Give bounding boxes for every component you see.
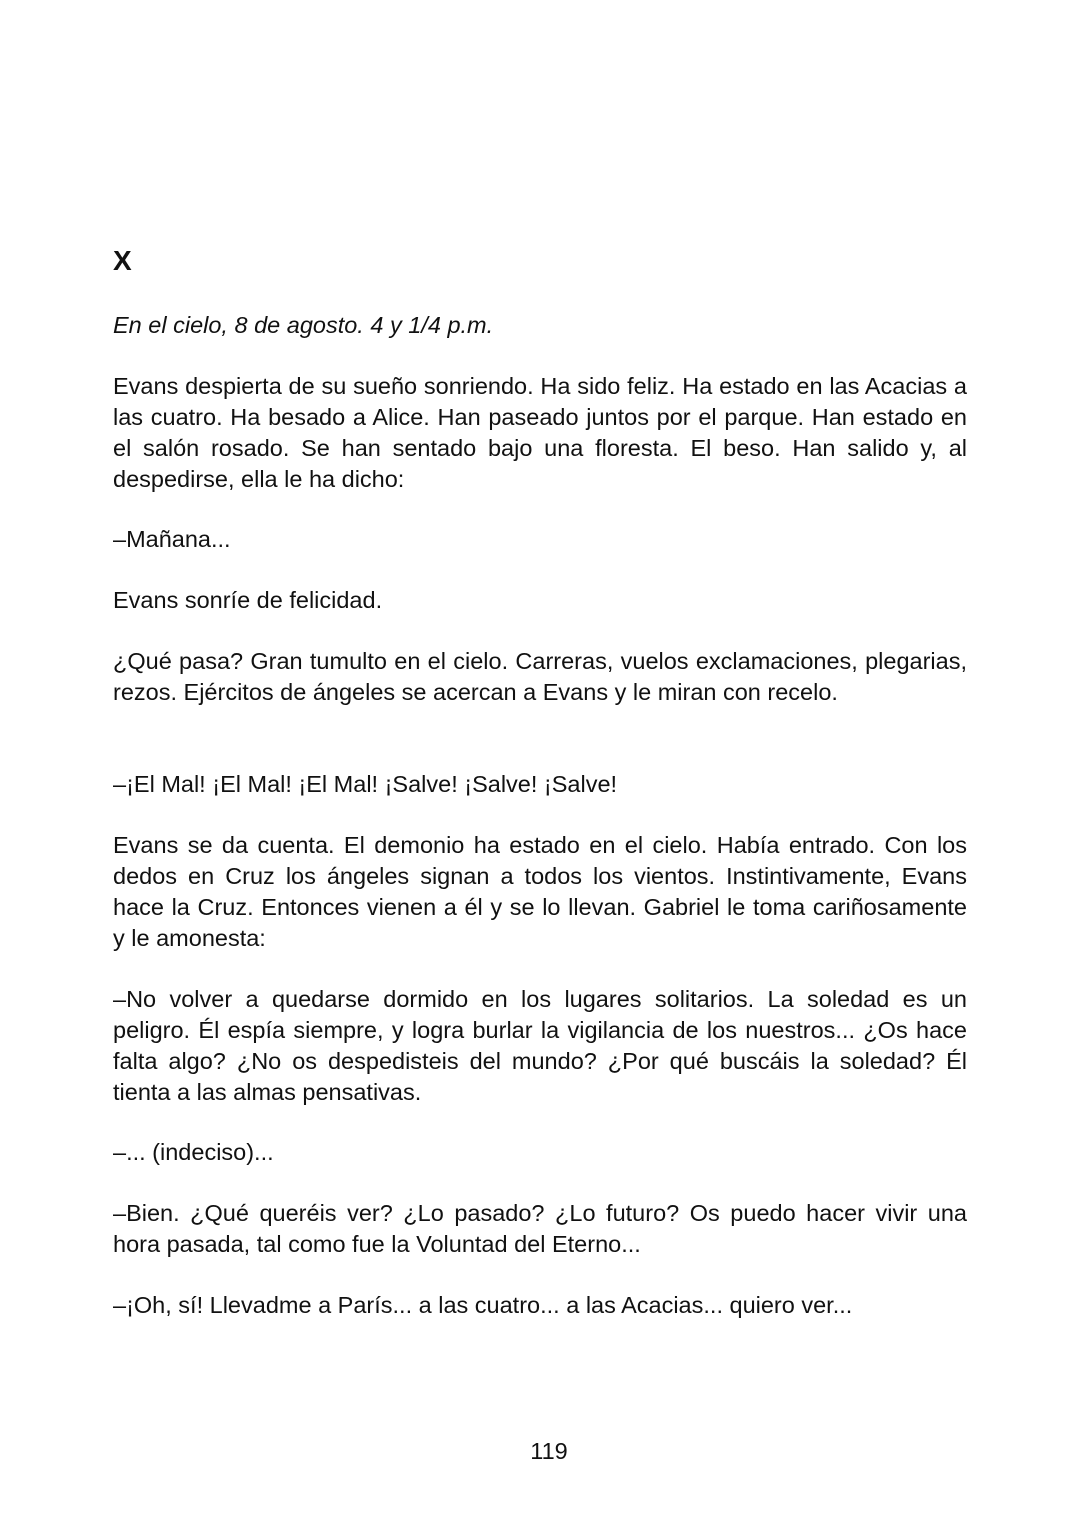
dialogue-line: –¡El Mal! ¡El Mal! ¡El Mal! ¡Salve! ¡Salve! ¡Salve! xyxy=(113,771,618,797)
paragraph: Evans se da cuenta. El demonio ha estado en el cielo. Había entrado. Con los dedos en Cruz los ángeles signan a todos los vientos. Instintivamente, Evans hace la Cruz. Entonces vienen a él y se lo llevan. Gabriel le toma cariñosamente y le amonesta: xyxy=(113,832,967,951)
scene-subtitle: En el cielo, 8 de agosto. 4 y 1/4 p.m. xyxy=(113,312,494,338)
dialogue-line: –... (indeciso)... xyxy=(113,1139,274,1165)
paragraph: Evans sonríe de felicidad. xyxy=(113,587,383,613)
paragraph: ¿Qué pasa? Gran tumulto en el cielo. Carreras, vuelos exclamaciones, plegarias, rezos. Ejércitos de ángeles se acercan a Evans y le miran con recelo. xyxy=(113,648,967,705)
paragraph: Evans despierta de su sueño sonriendo. Ha sido feliz. Ha estado en las Acacias a las cuatro. Ha besado a Alice. Han paseado juntos por el parque. Han estado en el salón rosado. Se han sentado bajo una floresta. El beso. Han salido y, al despedirse, ella le ha dicho: xyxy=(113,373,967,492)
dialogue-line: –Bien. ¿Qué queréis ver? ¿Lo pasado? ¿Lo futuro? Os puedo hacer vivir una hora pasada, tal como fue la Voluntad del Eterno... xyxy=(113,1200,967,1257)
dialogue-line: –No volver a quedarse dormido en los lugares solitarios. La soledad es un peligro. Él espía siempre, y logra burlar la vigilancia de los nuestros... ¿Os hace falta algo? ¿No os despedisteis del mundo? ¿Por qué buscáis la soledad? Él tienta a las almas pensativas. xyxy=(113,986,967,1105)
dialogue-line: –¡Oh, sí! Llevadme a París... a las cuatro... a las Acacias... quiero ver... xyxy=(113,1292,853,1318)
page-number: 119 xyxy=(530,1438,568,1464)
dialogue-line: –Mañana... xyxy=(113,526,231,552)
chapter-heading: X xyxy=(113,245,132,276)
